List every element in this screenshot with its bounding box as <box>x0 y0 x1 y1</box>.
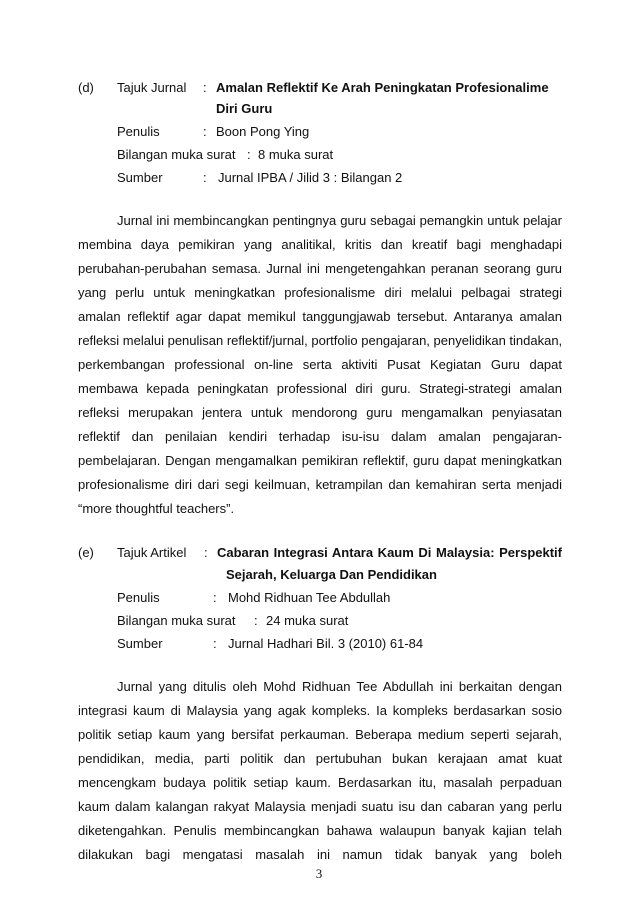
source-value: Jurnal Hadhari Bil. 3 (2010) 61-84 <box>228 636 424 651</box>
summary-line: perubahan-perubahan semasa. Jurnal ini mengetengahkan peranan seorang guru <box>78 261 562 276</box>
summary-line: Jurnal ini membincangkan pentingnya guru sebagai pemangkin untuk pelajar <box>117 213 562 228</box>
summary-line: kaum dalam kalangan rakyat Malaysia menjadi suatu isu dan cabaran yang perlu <box>78 799 562 814</box>
source-label: Sumber <box>117 170 163 185</box>
author-label: Penulis <box>117 590 160 605</box>
title-label: Tajuk Jurnal <box>117 80 187 95</box>
author-value: Boon Pong Ying <box>216 124 310 139</box>
source-value: Jurnal IPBA / Jilid 3 : Bilangan 2 <box>218 170 403 185</box>
separator: : <box>247 147 251 162</box>
title-line: Cabaran Integrasi Antara Kaum Di Malaysia: Perspektif <box>217 545 562 560</box>
separator: : <box>203 80 207 95</box>
pages-value: 8 muka surat <box>258 147 334 162</box>
separator: : <box>213 590 217 605</box>
separator: : <box>254 613 258 628</box>
entry-marker: (e) <box>78 545 94 560</box>
summary-line: Jurnal yang ditulis oleh Mohd Ridhuan Tee Abdullah ini berkaitan dengan <box>117 679 562 694</box>
summary-line: membina daya pemikiran yang analitikal, kritis dan kreatif bagi menghadapi <box>78 237 562 252</box>
summary-line: perkembangan professional on-line serta aktiviti Pusat Kegiatan Guru dapat <box>78 357 562 372</box>
separator: : <box>204 545 208 560</box>
summary-line: dilakukan bagi mengatasi masalah ini namun tidak banyak yang boleh <box>78 847 562 862</box>
author-value: Mohd Ridhuan Tee Abdullah <box>228 590 391 605</box>
summary-line: amalan reflektif agar dapat memikul tanggungjawab tersebut. Antaranya amalan <box>78 309 562 324</box>
title-line: Amalan Reflektif Ke Arah Peningkatan Profesionalime <box>216 80 549 95</box>
pages-label: Bilangan muka surat <box>117 613 236 628</box>
summary-line: refleksi merupakan jentera untuk mendorong guru mengamalkan penyiasatan <box>78 405 562 420</box>
separator: : <box>203 124 207 139</box>
title-label: Tajuk Artikel <box>117 545 187 560</box>
summary-line: pendidikan, media, parti politik dan pertubuhan bukan kerajaan amat kuat <box>78 751 562 766</box>
summary-line: reflektif dan penilaian kendiri terhadap isu-isu dalam amalan pengajaran- <box>78 429 562 444</box>
summary-line: yang perlu untuk meningkatkan profesionalisme diri melalui pelbagai strategi <box>78 285 562 300</box>
title-line: Sejarah, Keluarga Dan Pendidikan <box>226 567 437 582</box>
summary-line: refleksi melalui penulisan reflektif/jurnal, portfolio pengajaran, penyelidikan tindakan, <box>78 333 563 348</box>
summary-line: “more thoughtful teachers”. <box>78 501 235 516</box>
summary-line: profesionalisme diri dari segi keilmuan, ketrampilan dan kemahiran serta menjadi <box>78 477 562 492</box>
summary-line: diketengahkan. Penulis membincangkan bahawa walaupun banyak kajian telah <box>78 823 562 838</box>
pages-label: Bilangan muka surat <box>117 147 236 162</box>
title-line: Diri Guru <box>216 101 273 116</box>
separator: : <box>213 636 217 651</box>
pages-value: 24 muka surat <box>266 613 349 628</box>
summary-line: mencengkam budaya politik setiap kaum. Berdasarkan itu, masalah perpaduan <box>78 775 562 790</box>
summary-line: politik setiap kaum yang bersifat perkauman. Beberapa medium seperti sejarah, <box>78 727 562 742</box>
author-label: Penulis <box>117 124 160 139</box>
source-label: Sumber <box>117 636 163 651</box>
summary-line: membawa kepada peningkatan professional diri guru. Strategi-strategi amalan <box>78 381 562 396</box>
summary-line: integrasi kaum di Malaysia yang agak kompleks. Ia kompleks berdasarkan sosio <box>78 703 562 718</box>
entry-marker: (d) <box>78 80 94 95</box>
separator: : <box>203 170 207 185</box>
page-number: 3 <box>315 866 323 881</box>
summary-line: pembelajaran. Dengan mengamalkan pemikiran reflektif, guru dapat meningkatkan <box>78 453 562 468</box>
